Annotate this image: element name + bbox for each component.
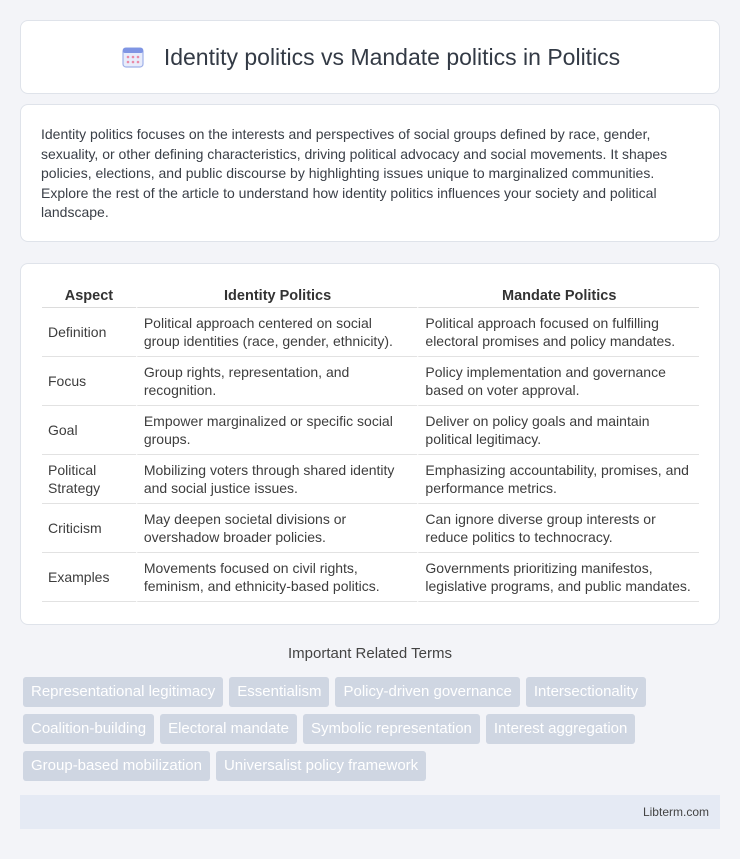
aspect-cell: Criticism (42, 504, 136, 553)
related-term-tag[interactable]: Representational legitimacy (23, 677, 223, 707)
aspect-cell: Examples (42, 553, 136, 602)
header-aspect: Aspect (42, 284, 136, 308)
related-term-tag[interactable]: Intersectionality (526, 677, 646, 707)
related-term-tag[interactable]: Universalist policy framework (216, 751, 426, 781)
related-term-tag[interactable]: Coalition-building (23, 714, 154, 744)
aspect-cell: Focus (42, 357, 136, 406)
intro-text: Identity politics focuses on the interests and perspectives of social groups defined by race, gender, sexuality, or other defining characteristics, driving political advocacy and social movements. It shapes policies, elections, and public discourse by highlighting issues unique to marginalized communities. Explore the rest of the article to understand how identity politics influences your society and political landscape. (41, 126, 668, 220)
comparison-table (42, 284, 699, 602)
mandate-cell: Deliver on policy goals and maintain political legitimacy. (417, 406, 699, 455)
table-row (42, 357, 699, 406)
table-row (42, 455, 699, 504)
table-header-row (42, 284, 699, 308)
table-row (42, 406, 699, 455)
related-term-tag[interactable]: Symbolic representation (303, 714, 480, 744)
footer-brand-link[interactable]: Libterm.com (642, 805, 709, 819)
table-row (42, 308, 699, 357)
header-mandate-politics: Mandate Politics (417, 284, 699, 308)
page-title: Identity politics vs Mandate politics in Politics (163, 43, 621, 70)
related-terms-list (23, 677, 703, 781)
mandate-cell: Policy implementation and governance based on voter approval. (417, 357, 699, 406)
table-row (42, 553, 699, 602)
footer (20, 795, 720, 829)
calendar-icon (120, 44, 146, 70)
related-term-tag[interactable]: Policy-driven governance (335, 677, 519, 707)
mandate-cell: Political approach focused on fulfilling electoral promises and policy mandates. (417, 308, 699, 357)
comparison-table-card (20, 263, 720, 625)
related-term-tag[interactable]: Group-based mobilization (23, 751, 210, 781)
aspect-cell: Political Strategy (42, 455, 136, 504)
identity-cell: Mobilizing voters through shared identity and social justice issues. (136, 455, 418, 504)
related-terms-title: Important Related Terms (288, 645, 452, 662)
identity-cell: May deepen societal divisions or overshadow broader policies. (136, 504, 418, 553)
aspect-cell: Goal (42, 406, 136, 455)
identity-cell: Movements focused on civil rights, feminism, and ethnicity-based politics. (136, 553, 418, 602)
mandate-cell: Emphasizing accountability, promises, and performance metrics. (417, 455, 699, 504)
related-term-tag[interactable]: Essentialism (229, 677, 329, 707)
mandate-cell: Governments prioritizing manifestos, legislative programs, and public mandates. (417, 553, 699, 602)
header-identity-politics: Identity Politics (136, 284, 418, 308)
mandate-cell: Can ignore diverse group interests or reduce politics to technocracy. (417, 504, 699, 553)
intro-card (20, 104, 720, 242)
aspect-cell: Definition (42, 308, 136, 357)
identity-cell: Empower marginalized or specific social groups. (136, 406, 418, 455)
identity-cell: Political approach centered on social group identities (race, gender, ethnicity). (136, 308, 418, 357)
related-term-tag[interactable]: Interest aggregation (486, 714, 635, 744)
related-term-tag[interactable]: Electoral mandate (160, 714, 297, 744)
table-row (42, 504, 699, 553)
identity-cell: Group rights, representation, and recognition. (136, 357, 418, 406)
header-card (20, 20, 720, 94)
